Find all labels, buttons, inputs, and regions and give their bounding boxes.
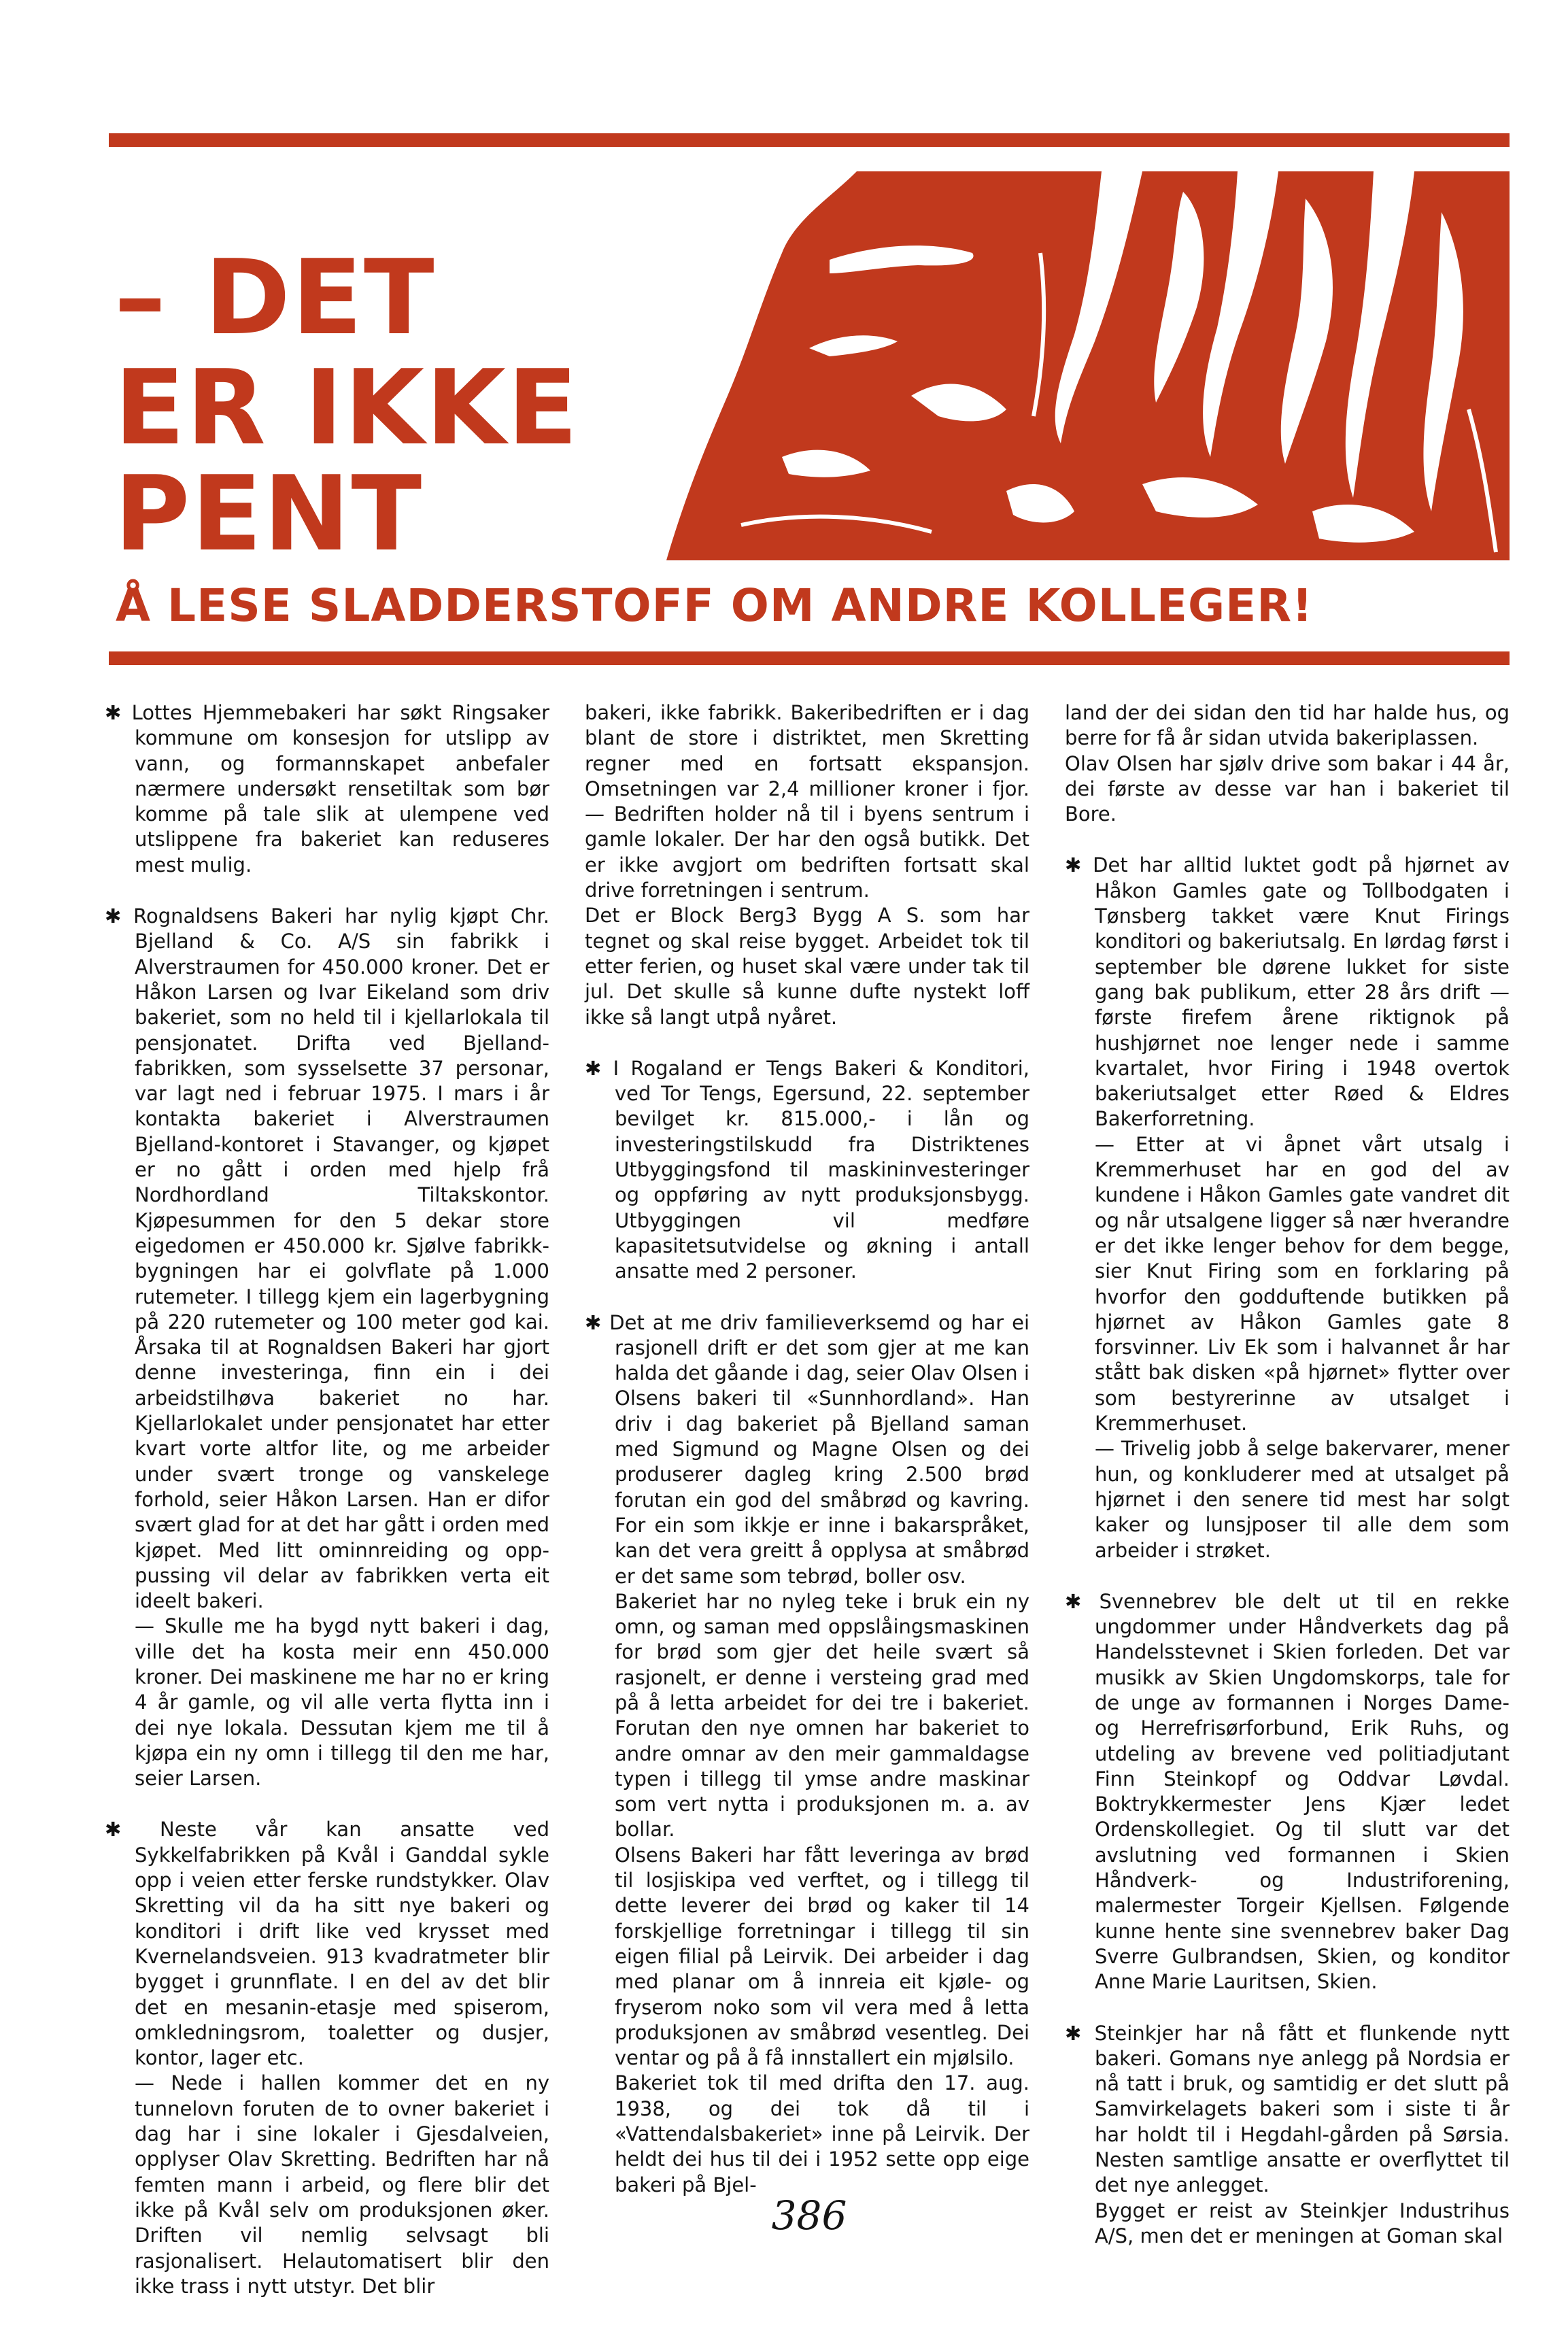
asterisk-bullet-icon: ✱ xyxy=(105,904,122,928)
article-column-3 xyxy=(1065,700,1510,2275)
news-item-text: Lottes Hjemmebakeri har søkt Ringsaker kommune om konsesjon for utslipp av vann, og formannskapet anbefaler nærmere undersøkt rensetiltak som bør komme på tale slik at ulempene ved utslippene fra bakeriet kan reduseres mest mulig. xyxy=(131,701,549,877)
news-item-text: land der dei sidan den tid har halde hus, og berre for få år sidan utvida bakeriplassen. Olav Olsen har sjølv drive som bakar i 44 år, dei første av desse var han i bakeriet til Bore. xyxy=(1065,701,1510,826)
asterisk-bullet-icon: ✱ xyxy=(105,701,122,724)
news-item xyxy=(105,904,549,1791)
news-item-text: Rognaldsens Bakeri har nylig kjøpt Chr. Bjelland & Co. A/S sin fabrikk i Alverstraumen for 450.000 kroner. Det er Håkon Larsen og Ivar Eikeland som driv bakeriet, som no held til i kjellarlokala til pensjonatet. Drifta ved Bjelland-fabrikken, som sysselsette 37 personar, var lagt ned i februar 1975. I mars i år kontakta bakeriet i Alverstraumen Bjelland-kontoret i Stavanger, og kjøpet er no gått i orden med hjelp frå Nordhordland Tiltakskontor. Kjøpesummen for den 5 dekar store eigedomen er 450.000 kr. Sjølve fabrikk-bygningen har ei golvflate på 1.000 rutemeter. I tillegg kjem ein lagerbygning på 220 rutemeter og 100 meter god kai. Årsaka til at Rognaldsen Bakeri har gjort denne investeringa, finn ein i dei arbeidstilhøva bakeriet no har. Kjellarlokalet under pensjonatet har etter kvart vorte altfor lite, og me arbeider under svært tronge og vanskelege forhold, seier Håkon Larsen. Han er difor svært glad for at det har gått i orden med kjøpet. Med litt ominnreiding og opp-pussing vil delar av fabrikken verta eit ideelt bakeri. — Skulle me ha bygd nytt bakeri i dag, ville det ha kosta meir enn 450.000 kroner. Dei maskinene me har no er kring 4 år gamle, og vil alle verta flytta inn i dei nye lokala. Dessutan kjem me til å kjøpa ein ny omn i tillegg til den me har, seier Larsen. xyxy=(133,904,549,1791)
news-item-text: Steinkjer har nå fått et flunkende nytt bakeri. Gomans nye anlegg på Nordsia er nå tatt i bruk, og samtidig er det slutt på Samvirkelagets bakeri som i siste ti år har holdt til i Hegdahl-gården på Sørsia. Nesten samtlige ansatte er overflyttet til det nye anlegget. Bygget er reist av Steinkjer Industrihus A/S, men det er meningen at Goman skal xyxy=(1094,2021,1510,2247)
news-item xyxy=(585,700,1029,1030)
news-item-text: Svennebrev ble delt ut til en rekke ungdommer under Håndverkets dag på Handelsstevnet i Skien forleden. Det var musikk av Skien Ungdomskorps, tale for de unge av formannen i Norges Dame- og Herrefrisørforbund, Erik Ruhs, og utdeling av brevene ved politiadjutant Finn Steinkopf og Oddvar Løvdal. Boktrykkermester Jens Kjær ledet Ordenskollegiet. Og til slutt var det avslutning ved formannen i Skien Håndverk- og Industriforening, malermester Torgeir Kjellsen. Følgende kunne hente sine svennebrev baker Dag Sverre Gulbrandsen, Skien, og konditor Anne Marie Lauritsen, Skien. xyxy=(1095,1589,1510,1994)
news-item-text: Det har alltid luktet godt på hjørnet av Håkon Gamles gate og Tollbodgaten i Tønsberg takket være Knut Firings konditori og bakeriutsalg. En lørdag først i september ble dørene lukket for siste gang bak publikum, etter 28 års drift — første firefem årene riktignok på hushjørnet noe lenger nede i samme kvartalet, hvor Firing i 1948 overtok bakeriutsalget etter Røed & Eldres Bakerforretning. — Etter at vi åpnet vårt utsalg i Kremmerhuset har en god del av kundene i Håkon Gamles gate vandret dit og når utsalgene ligger så nær hverandre er det ikke lenger behov for dem begge, sier Knut Firing som en forklaring på hvorfor den godduftende butikken på hjørnet av Håkon Gamles gate 8 forsvinner. Liv Ek som i halvannet år har stått bak disken «på hjørnet» flytter over som bestyrerinne av utsalget i Kremmerhuset. — Trivelig jobb å selge bakervarer, mener hun, og konkluderer med at utsalget på hjørnet i den senere tid mest har solgt kaker og lunsjposer til alle dem som arbeider i strøket. xyxy=(1093,853,1510,1562)
asterisk-bullet-icon: ✱ xyxy=(585,1310,602,1334)
news-item-text: bakeri, ikke fabrikk. Bakeribedriften er i dag blant de store i distriktet, men Skretting regner med en fortsatt ekspansjon. Omsetningen var 2,4 millioner kroner i fjor. — Bedriften holder nå til i byens sentrum i gamle lokaler. Der har den også butikk. Det er ikke avgjort om bedriften fortsatt skal drive forretningen i sentrum. Det er Block Berg3 Bygg A S. som har tegnet og skal reise bygget. Arbeidet tok til etter ferien, og huset skal være under tak til jul. Det skulle så kunne dufte nystekt loff ikke så langt utpå nyåret. xyxy=(585,701,1029,1029)
bottom-rule xyxy=(109,651,1510,665)
headline-line-1: – DET xyxy=(114,237,436,358)
news-item xyxy=(585,1310,1029,2198)
asterisk-bullet-icon: ✱ xyxy=(1065,853,1082,877)
news-item-text: Det at me driv familieverksemd og har ei rasjonell drift er det som gjer at me kan halda det gåande i dag, seier Olav Olsen i Olsens bakeri til «Sunnhordland». Han driv i dag bakeriet på Bjelland saman med Sigmund og Magne Olsen og dei produserer dagleg kring 2.500 brød forutan ein god del småbrød og kavring. For ein som ikkje er inne i bakarspråket, kan det vera greitt å opplysa at småbrød er det same som tebrød, boller osv. Bakeriet har no nyleg teke i bruk ein ny omn, og saman med oppslåingsmaskinen for brød som gjer det heile svært så rasjonelt, er denne i versteing grad med på å letta arbeidet for dei tre i bakeriet. Forutan den nye omnen har bakeriet to andre omnar av den meir gammaldagse typen i tillegg til ymse andre maskinar som vert nytta i produksjonen m. a. av bollar. Olsens Bakeri har fått leveringa av brød til losjiskipa ved verftet, og i tillegg til dette leverer dei brød og kaker til 14 forskjellige forretningar i tillegg til sin eigen filial på Leirvik. Dei arbeider i dag med planar om å innreia eit kjøle- og fryserom noko som vil vera med å letta produksjonen av småbrød vesentleg. Dei ventar og på å få innstallert ein mjølsilo. Bakeriet tok til med drifta den 17. aug. 1938, og dei tok då til i «Vattendalsbakeriet» inne på Leirvik. Der heldt dei hus til dei i 1952 sette opp eige bakeri på Bjel- xyxy=(609,1310,1029,2196)
subheadline: Å LESE SLADDERSTOFF OM ANDRE KOLLEGER! xyxy=(116,579,1314,632)
news-item-text: I Rogaland er Tengs Bakeri & Konditori, ved Tor Tengs, Egersund, 22. september bevilget kr. 815.000,- i lån og investeringstilskudd fra Distriktenes Utbyggingsfond til maskininvesteringer og oppføring av nytt produksjonsbygg. Utbyggingen vil medføre kapasitetsutvidelse og økning i antall ansatte med 2 personer. xyxy=(613,1056,1030,1283)
woodcut-portrait-illustration xyxy=(626,171,1510,560)
news-item xyxy=(1065,1589,1510,1995)
news-item xyxy=(1065,700,1510,827)
news-item xyxy=(585,1056,1029,1285)
news-item xyxy=(1065,853,1510,1563)
asterisk-bullet-icon: ✱ xyxy=(1065,2021,1082,2045)
news-item xyxy=(1065,2021,1510,2250)
news-item xyxy=(105,700,549,878)
top-rule xyxy=(109,133,1510,147)
asterisk-bullet-icon: ✱ xyxy=(105,1818,122,1842)
article-column-1 xyxy=(105,700,549,2325)
news-item xyxy=(105,1817,549,2299)
asterisk-bullet-icon: ✱ xyxy=(585,1056,602,1080)
headline-line-3: PENT xyxy=(114,454,424,574)
headline-line-2: ER IKKE xyxy=(114,347,579,468)
page-number: 386 xyxy=(771,2192,847,2239)
news-item-text: Neste vår kan ansatte ved Sykkelfabrikken på Kvål i Ganddal sykle opp i veien etter ferske rundstykker. Olav Skretting vil da ha sitt nye bakeri og konditori i drift like ved krysset med Kvernelandsveien. 913 kvadratmeter blir bygget i grunnflate. I en del av det blir det en mesanin-etasje med spiserom, omkledningsrom, toaletter og dusjer, kontor, lager etc. — Nede i hallen kommer det en ny tunnelovn foruten de to ovner bakeriet i dag har i sine lokaler i Gjesdalveien, opplyser Olav Skretting. Bedriften har nå femten mann i arbeid, og flere blir det ikke på Kvål selv om produksjonen øker. Driften vil nemlig selvsagt bli rasjonalisert. Helautomatisert blir den ikke trass i nytt utstyr. Det blir xyxy=(135,1818,549,2298)
article-column-2 xyxy=(585,700,1029,2224)
asterisk-bullet-icon: ✱ xyxy=(1065,1589,1082,1613)
